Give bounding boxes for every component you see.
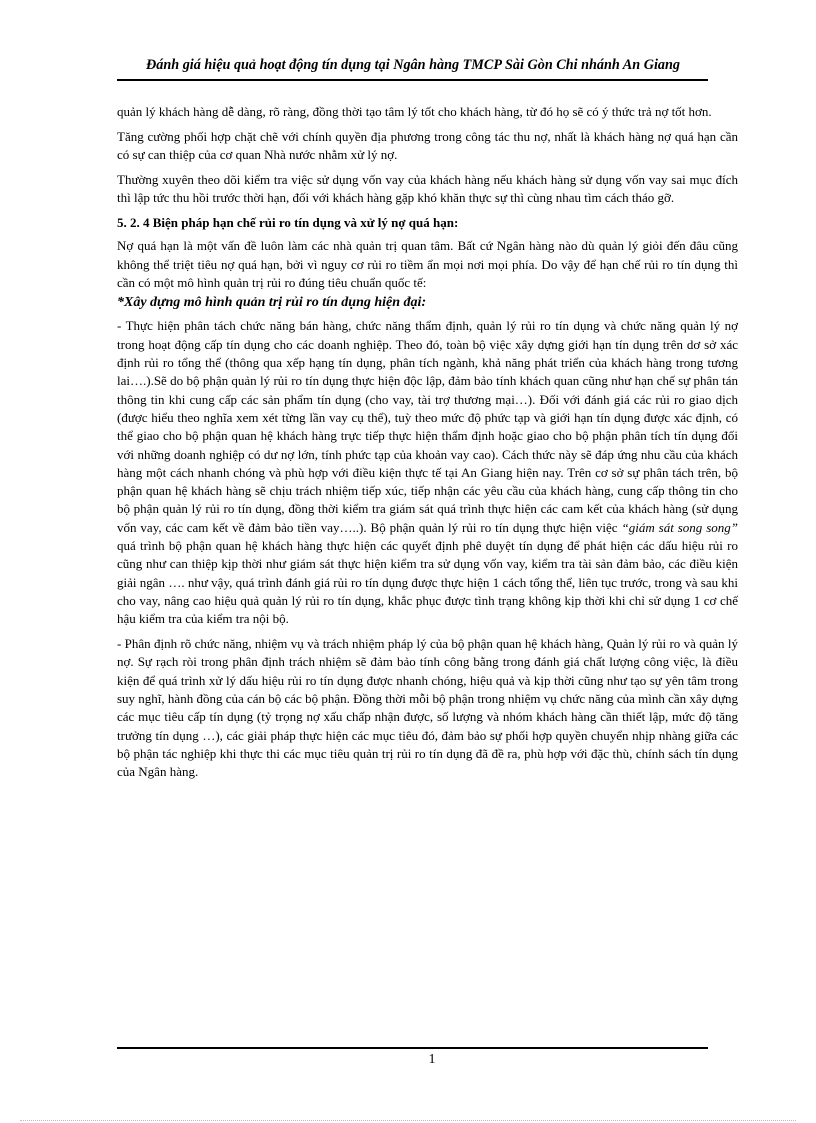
section-heading: 5. 2. 4 Biện pháp hạn chế rủi ro tín dụng và xử lý nợ quá hạn: <box>117 214 459 230</box>
page-edge-divider <box>20 1120 796 1121</box>
paragraph-function-separation-part-2: quá trình bộ phận quan hệ khách hàng thực hiện các quyết định phê duyệt tín dụng để phát hiện các dấu hiệu rủi ro cũng như can thiệp kịp thời như giám sát thực hiện kiểm tra sử dụng vốn vay, kiểm tra tài sản đảm bảo, các điều kiện giải ngân …. như vậy, quá trình đánh giá rủi ro tín dụng được thực hiện 1 cách tổng thể, liên tục trước, trong và sau khi cho vay, nâng cao hiệu quả quản lý rủi ro tín dụng, khắc phục được tình trạng không kịp thời khi chỉ sử dụng 1 cơ chế hậu kiểm tra của kiểm tra nội bộ. <box>117 538 738 627</box>
paragraph-loan-monitoring: Thường xuyên theo dõi kiểm tra việc sử dụng vốn vay của khách hàng nếu khách hàng sử dụng vốn vay sai mục đích thì lập tức thu hồi trước thời hạn, đối với khách hàng gặp khó khăn thực sự thì cùng nhau tìm cách tháo gỡ. <box>117 171 738 206</box>
footer-rule <box>117 1047 708 1049</box>
paragraph-customer-management: quản lý khách hàng dễ dàng, rõ ràng, đồng thời tạo tâm lý tốt cho khách hàng, từ đó họ sẽ có ý thức trả nợ tốt hơn. <box>117 104 712 119</box>
document-body <box>117 103 738 788</box>
paragraph-local-authority-coordination: Tăng cường phối hợp chặt chẽ với chính quyền địa phương trong công tác thu nợ, nhất là khách hàng nợ quá hạn cần có sự can thiệp của cơ quan Nhà nước nhằm xử lý nợ. <box>117 128 738 163</box>
page-number: 1 <box>428 1052 436 1067</box>
paragraph-function-separation <box>117 317 738 628</box>
paragraph-overdue-debt: Nợ quá hạn là một vấn đề luôn làm các nhà quản trị quan tâm. Bất cứ Ngân hàng nào dù quản lý giỏi đến đâu cũng không thể triệt tiêu nợ quá hạn, bởi vì nguy cơ rủi ro tiềm ẩn mọi nơi mọi phía. Do vậy để hạn chế rủi ro tín dụng thì cần có một mô hình quản trị rủi ro đúng tiêu chuẩn quốc tế: <box>117 238 738 290</box>
paragraph-responsibility-definition: - Phân định rõ chức năng, nhiệm vụ và trách nhiệm pháp lý của bộ phận quan hệ khách hàng, Quản lý rủi ro và quản lý nợ. Sự rạch ròi trong phân định trách nhiệm sẽ đảm bảo tính công bằng trong đánh giá chất lượng công việc, là điều kiện để quá trình xử lý dấu hiệu rủi ro tín dụng được nhanh chóng, hiệu quả và kịp thời cũng như tạo sự yên tâm trong suy nghĩ, hành đồng của cán bộ các bộ phận. Đồng thời mỗi bộ phận trong nhiệm vụ chức năng của mình cần xây dựng các mục tiêu cấp tín dụng (tỷ trọng nợ xấu chấp nhận được, số lượng và nhóm khách hàng cần thiết lập, mức độ tăng trưởng tín dụng …), các giải pháp thực hiện các mục tiêu đó, đảm bảo sự phối hợp quyền chuyển nhịp nhàng giữa các bộ phận tác nghiệp khi thực thi các mục tiêu quản trị rủi ro tín dụng đã đề ra, phù hợp với đặc thù, chính sách tín dụng của Ngân hàng. <box>117 636 738 780</box>
header-rule <box>117 79 708 81</box>
subsection-heading: *Xây dựng mô hình quản trị rủi ro tín dụng hiện đại: <box>117 295 427 311</box>
running-header-title: Đánh giá hiệu quả hoạt động tín dụng tại Ngân hàng TMCP Sài Gòn Chi nhánh An Giang <box>146 57 680 73</box>
emphasis-parallel-supervision: “giám sát song song” <box>621 519 739 535</box>
paragraph-function-separation-part-1: - Thực hiện phân tách chức năng bán hàng, chức năng thẩm định, quản lý rủi ro tín dụng và chức năng quản lý nợ trong hoạt động cấp tín dụng cho các doanh nghiệp. Theo đó, toàn bộ việc xây dựng giới hạn tín dụng trên dơ sở xác định rủi ro tổng thể (thông qua xếp hạng tín dụng, phân tích ngành, khả năng phát triển của khách hàng trong tương lai….).Sẽ do bộ phận quản lý rủi ro tín dụng thực hiện độc lập, đảm bảo tính khách quan cũng như hạn chế sự phân tán thông tin khi cung cấp các sản phẩm tín dụng (cho vay, tài trợ thương mại…). Đối với đánh giá các rủi ro giao dịch (được hiểu theo nghĩa xem xét từng lần vay cụ thể), tuỳ theo mức độ phức tạp và giới hạn tín dụng được xác định, có thể giao cho bộ phận quan hệ khách hàng trực tiếp thực hiện thẩm định hoặc giao cho bộ phận phân tích tín dụng đối với những doanh nghiệp có dư nợ lớn, tính phức tạp của khoản vay cao). Cách thức này sẽ đáp ứng nhu cầu của khách hàng một cách nhanh chóng và phù hợp với điều kiện thực tế tại An Giang hiện nay. Trên cơ sở sự phân tách trên, bộ phận quan hệ khách hàng sẽ chịu trách nhiệm tiếp xúc, tiếp nhận các yêu cầu của khách hàng, cung cấp thông tin cho bộ phận quản lý rủi ro tín dụng, đồng thời kiểm tra giám sát quá trình thực hiện các cam kết của khách hàng (sử dụng vốn vay, các cam kết về đảm bảo tiền vay…..). Bộ phận quản lý rủi ro tín dụng thực hiện việc <box>117 318 738 535</box>
